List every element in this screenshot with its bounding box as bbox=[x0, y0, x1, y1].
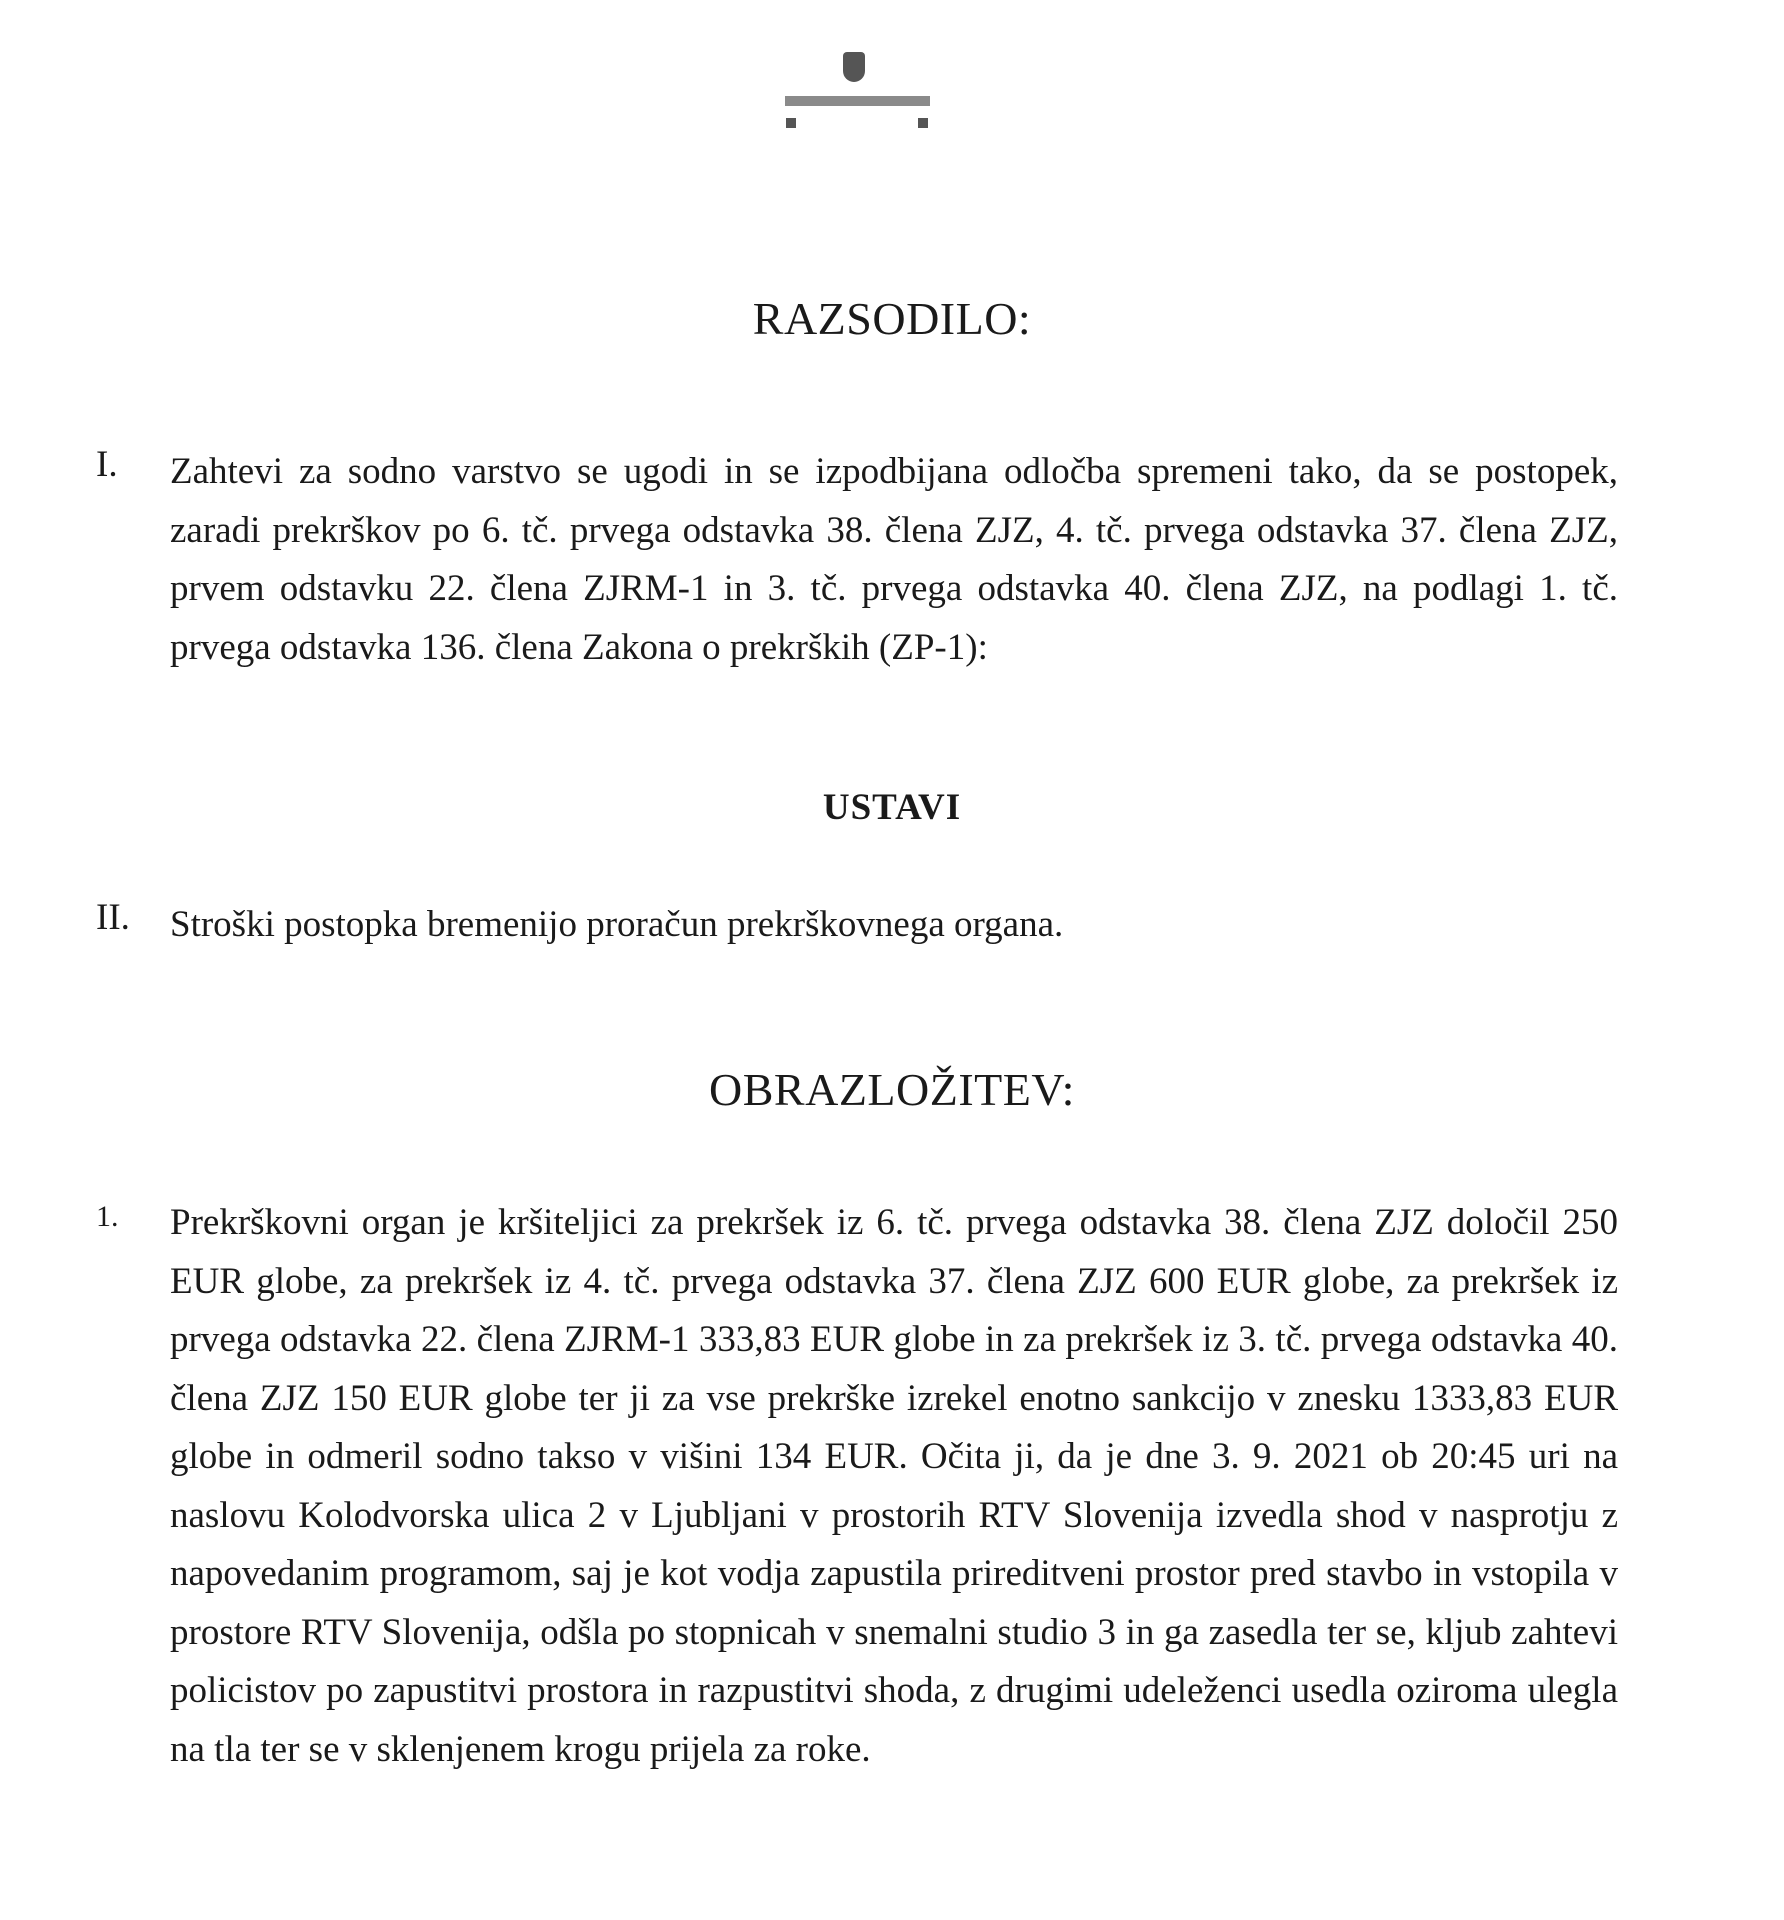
decision-heading: RAZSODILO: bbox=[752, 293, 1032, 344]
letterhead-mark-right bbox=[918, 118, 928, 128]
letterhead-rule bbox=[785, 96, 930, 106]
item-number: II. bbox=[96, 897, 130, 938]
ruling-verb: USTAVI bbox=[822, 787, 962, 828]
item-number: I. bbox=[96, 444, 118, 485]
letterhead-mark-left bbox=[786, 118, 796, 128]
item-text: Zahtevi za sodno varstvo se ugodi in se izpodbijana odločba spremeni tako, da se postopek, zaradi prekrškov po 6. tč. prvega odstavka 38. člena ZJZ, 4. tč. prvega odstavka 37. člena ZJZ, prvem odstavku 22. člena ZJRM-1 in 3. tč. prvega odstavka 40. člena ZJZ, na podlagi 1. tč. prvega odstavka 136. člena Zakona o prekrških (ZP-1): bbox=[170, 451, 1618, 668]
paragraph-number: 1. bbox=[96, 1200, 119, 1233]
reasoning-heading: OBRAZLOŽITEV: bbox=[709, 1064, 1075, 1115]
coat-of-arms-icon bbox=[843, 52, 865, 82]
letterhead bbox=[0, 0, 1784, 140]
item-text: Stroški postopka bremenijo proračun prekrškovnega organa. bbox=[170, 904, 1064, 945]
paragraph-text: Prekrškovni organ je kršiteljici za prekršek iz 6. tč. prvega odstavka 38. člena ZJZ določil 250 EUR globe, za prekršek iz 4. tč. prvega odstavka 37. člena ZJZ 600 EUR globe, za prekršek iz prvega odstavka 22. člena ZJRM-1 333,83 EUR globe in za prekršek iz 3. tč. prvega odstavka 40. člena ZJZ 150 EUR globe ter ji za vse prekrške izrekel enotno sankcijo v znesku 1333,83 EUR globe in odmeril sodno takso v višini 134 EUR. Očita ji, da je dne 3. 9. 2021 ob 20:45 uri na naslovu Kolodvorska ulica 2 v Ljubljani v prostorih RTV Slovenija izvedla shod v nasprotju z napovedanim programom, saj je kot vodja zapustila prireditveni prostor pred stavbo in vstopila v prostore RTV Slovenija, odšla po stopnicah v snemalni studio 3 in ga zasedla ter se, kljub zahtevi policistov po zapustitvi prostora in razpustitvi shoda, z drugimi udeleženci usedla oziroma ulegla na tla ter se v sklenjenem krogu prijela za roke. bbox=[170, 1202, 1618, 1770]
